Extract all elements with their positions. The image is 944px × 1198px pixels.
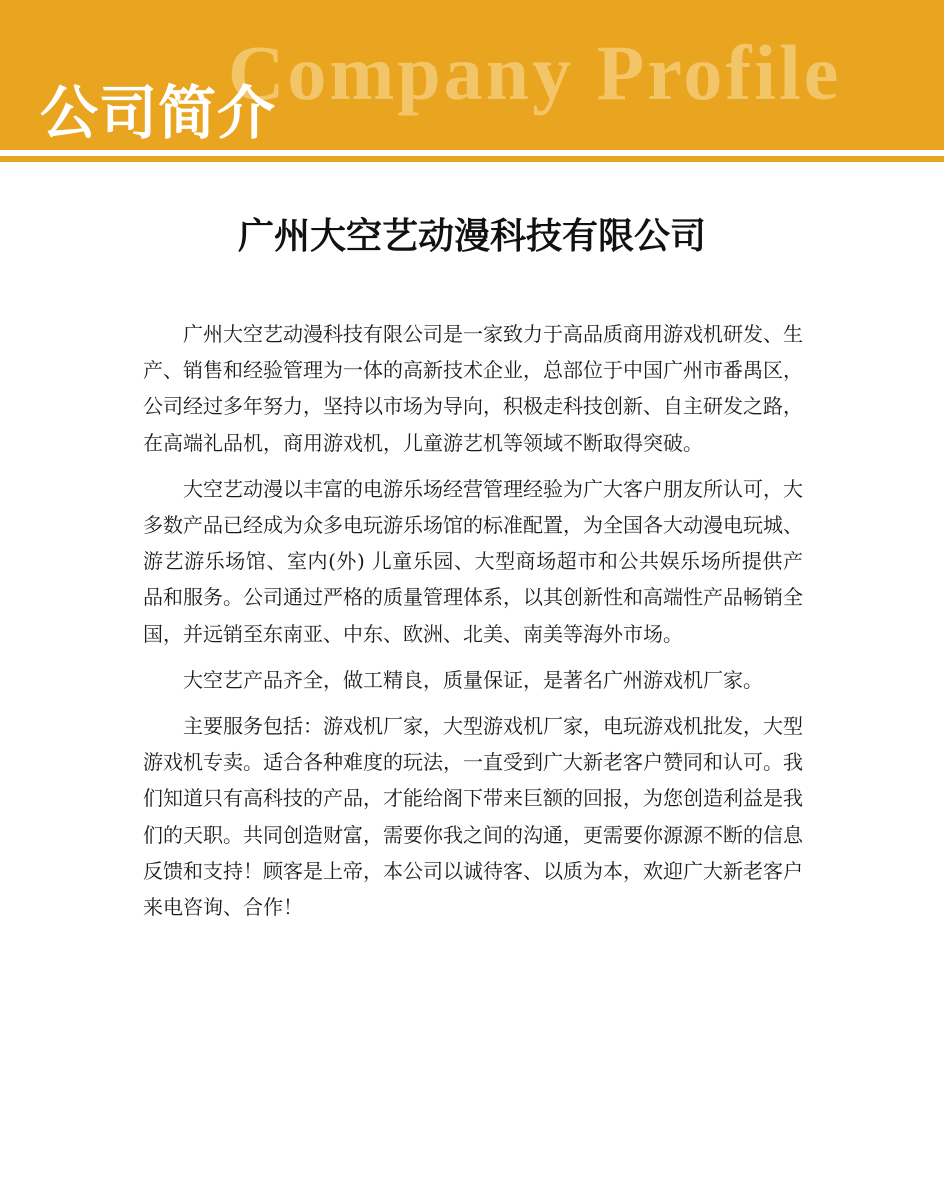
company-name: 广州大空艺动漫科技有限公司 <box>237 216 706 257</box>
paragraph-quality: 大空艺产品齐全，做工精良，质量保证，是著名广州游戏机厂家。 <box>183 667 763 692</box>
header-band <box>0 0 944 150</box>
paragraph-experience: 大空艺动漫以丰富的电游乐场经营管理经验为广大客户朋友所认可，大多数产品已经成为众多电玩游乐场馆的标准配置，为全国各大动漫电玩城、游艺游乐场馆、室内(外) 儿童乐园、大型商场超市和公共娱乐场所提供产品和服务。公司通过严格的质量管理体系，以其创新性和高端性产品畅销全国，并远销至东南亚、中东、欧洲、北美、南美等海外市场。 <box>143 476 803 646</box>
header-divider <box>0 156 944 162</box>
header-watermark: Company Profile <box>228 29 842 116</box>
header-title: 公司简介 <box>40 79 277 147</box>
company-description <box>143 316 803 935</box>
paragraph-intro: 广州大空艺动漫科技有限公司是一家致力于高品质商用游戏机研发、生产、销售和经验管理为一体的高新技术企业，总部位于中国广州市番禺区，公司经过多年努力，坚持以市场为导向，积极走科技创新、自主研发之路，在高端礼品机，商用游戏机，儿童游艺机等领域不断取得突破。 <box>143 322 803 455</box>
paragraph-services: 主要服务包括：游戏机厂家，大型游戏机厂家，电玩游戏机批发，大型游戏机专卖。适合各种难度的玩法，一直受到广大新老客户赞同和认可。我们知道只有高科技的产品，才能给阁下带来巨额的回报，为您创造利益是我们的天职。共同创造财富，需要你我之间的沟通，更需要你源源不断的信息反馈和支持！顾客是上帝，本公司以诚待客、以质为本，欢迎广大新老客户来电咨询、合作！ <box>143 714 803 920</box>
